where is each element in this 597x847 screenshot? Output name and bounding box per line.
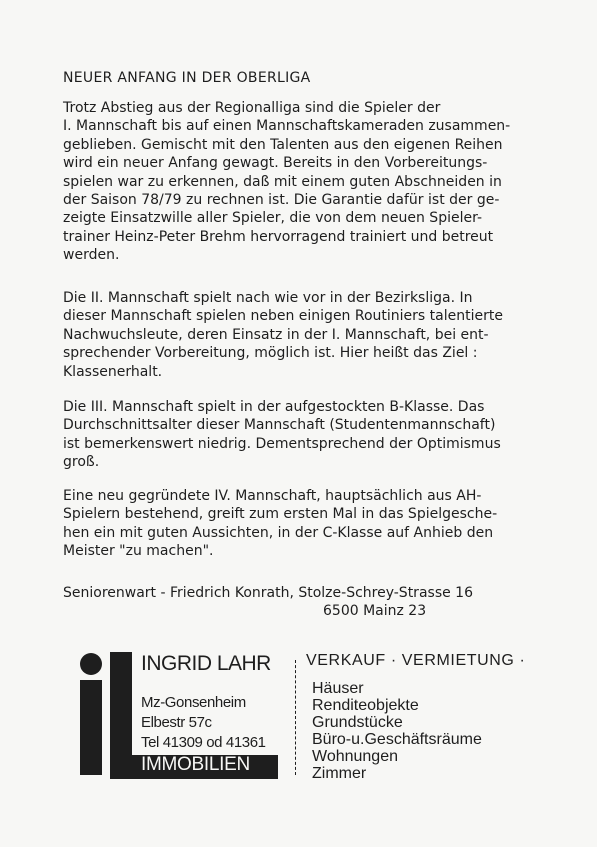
company-name: INGRID LAHR [141, 652, 271, 675]
company-contact [141, 693, 266, 753]
text-line: zeigte Einsatzwille aller Spieler, die von dem neuen Spieler- [63, 210, 482, 227]
text-line: hen ein mit guten Aussichten, in der C-Klasse auf Anhieb den [63, 524, 494, 541]
contact-line: Tel 41309 od 41361 [141, 734, 266, 751]
ad-headline: VERKAUF · VERMIETUNG · [306, 652, 526, 669]
service-item: Häuser [312, 680, 364, 697]
text-line: Durchschnittsalter dieser Mannschaft (Studentenmannschaft) [63, 417, 496, 434]
service-item: Büro-u.Geschäftsräume [312, 731, 482, 748]
paragraph-second-team [63, 289, 533, 381]
service-item: Zimmer [312, 765, 367, 782]
paragraph-first-team [63, 99, 533, 265]
service-item: Wohnungen [312, 748, 398, 765]
text-line: Spielern bestehend, greift zum ersten Mal in das Spielgesche- [63, 506, 498, 523]
signature-city: 6500 Mainz 23 [323, 603, 427, 620]
contact-line: Elbestr 57c [141, 714, 212, 731]
text-line: groß. [63, 454, 100, 471]
text-line: geblieben. Gemischt mit den Talenten aus den eigenen Reihen [63, 136, 503, 153]
paragraph-third-team [63, 398, 533, 472]
immobilien-label: IMMOBILIEN [141, 754, 250, 775]
text-line: Die III. Mannschaft spielt in der aufgestockten B-Klasse. Das [63, 399, 485, 415]
text-line: Nachwuchsleute, deren Einsatz in der I. Mannschaft, bei ent- [63, 326, 489, 343]
text-line: Meister "zu machen". [63, 543, 214, 560]
services-list [312, 680, 482, 782]
text-line: spielen war zu erkennen, daß mit einem guten Abschneiden in [63, 173, 502, 190]
text-line: Die II. Mannschaft spielt nach wie vor in der Bezirksliga. In [63, 290, 473, 306]
signature-block [63, 584, 473, 621]
text-line: Trotz Abstieg aus der Regionalliga sind die Spieler der [63, 100, 441, 116]
paragraph-fourth-team [63, 487, 533, 561]
ad-divider [295, 660, 297, 775]
text-line: dieser Mannschaft spielen neben einigen Routiniers talentierte [63, 308, 503, 325]
contact-line: Mz-Gonsenheim [141, 694, 246, 711]
text-line: trainer Heinz-Peter Brehm hervorragend trainiert und betreut [63, 228, 494, 245]
text-line: werden. [63, 247, 120, 264]
text-line: I. Mannschaft bis auf einen Mannschaftskameraden zusammen- [63, 118, 511, 135]
text-line: wird ein neuer Anfang gewagt. Bereits in den Vorbereitungs- [63, 155, 488, 172]
service-item: Grundstücke [312, 714, 403, 731]
text-line: Eine neu gegründete IV. Mannschaft, hauptsächlich aus AH- [63, 488, 482, 504]
text-line: Klassenerhalt. [63, 363, 163, 380]
service-item: Renditeobjekte [312, 697, 419, 714]
text-line: ist bemerkenswert niedrig. Dementsprechend der Optimismus [63, 435, 501, 452]
text-line: der Saison 78/79 zu rechnen ist. Die Garantie dafür ist der ge- [63, 192, 500, 209]
signature-line: Seniorenwart - Friedrich Konrath, Stolze-Schrey-Strasse 16 [63, 585, 473, 601]
section-heading: NEUER ANFANG IN DER OBERLIGA [63, 70, 311, 86]
text-line: sprechender Vorbereitung, möglich ist. Hier heißt das Ziel : [63, 345, 478, 362]
